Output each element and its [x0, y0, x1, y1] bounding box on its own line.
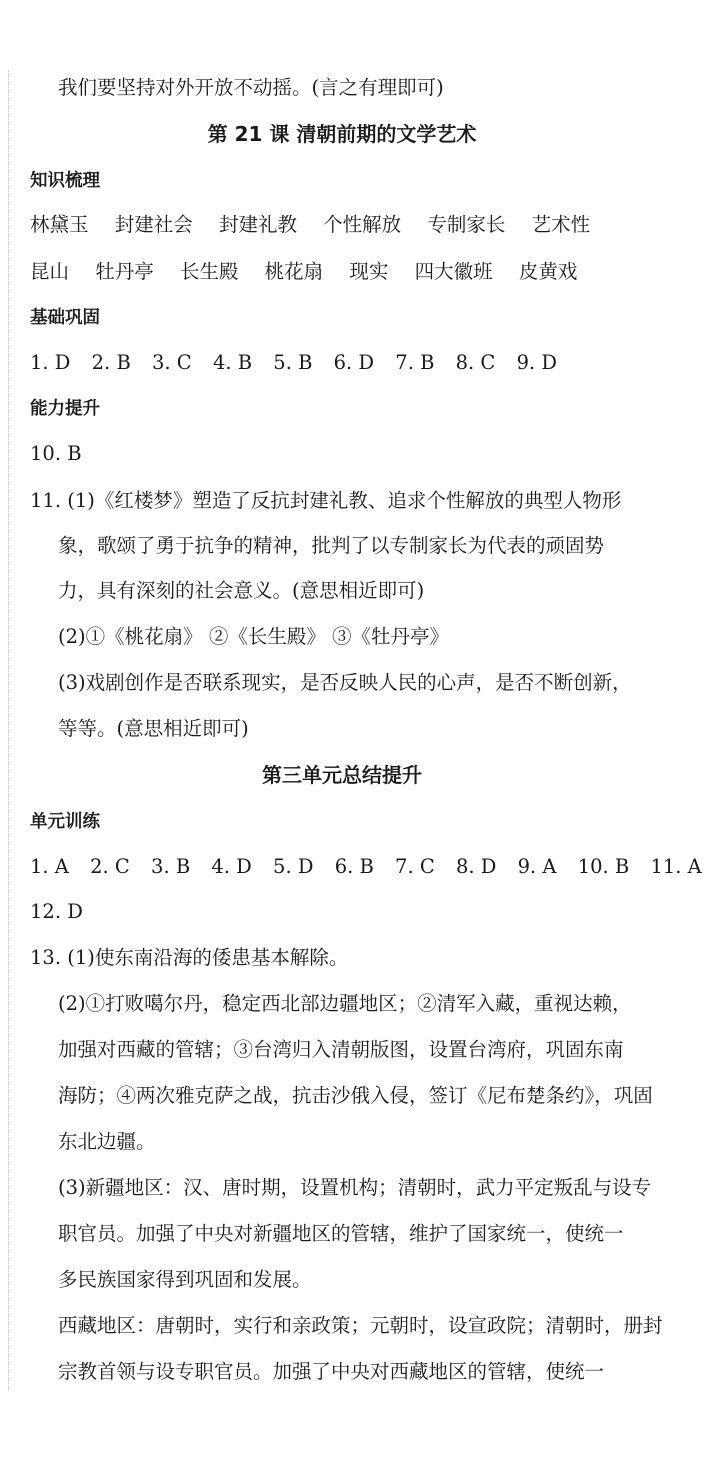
- answer: 5. D: [273, 855, 314, 878]
- answer: 10. B: [577, 855, 630, 878]
- answer-11-line: 11. (1)《红楼梦》塑造了反抗封建礼教、追求个性解放的典型人物形: [30, 489, 622, 512]
- term: 封建礼教: [218, 213, 297, 236]
- basic-answers-row: [30, 349, 664, 377]
- answer: 2. C: [90, 855, 130, 878]
- answer: 1. D: [30, 351, 71, 374]
- term: 皮黄戏: [518, 260, 578, 283]
- answer-13-line: (3)新疆地区：汉、唐时期，设置机构；清朝时，武力平定叛乱与设专: [58, 1176, 652, 1199]
- term: 现实: [349, 260, 389, 283]
- answer-13-line: (2)①打败噶尔丹，稳定西北部边疆地区；②清军入藏，重视达赖，: [58, 992, 632, 1015]
- answer: 1. A: [30, 855, 69, 878]
- answer: 4. B: [212, 351, 253, 374]
- term: 林黛玉: [30, 213, 89, 236]
- answer-13-line: 宗教首领与设专职官员。加强了中央对西藏地区的管辖，使统一: [58, 1360, 605, 1383]
- answer-11-line: (3)戏剧创作是否联系现实，是否反映人民的心声，是否不断创新，: [58, 671, 632, 694]
- answer: 3. C: [152, 351, 192, 374]
- term: 昆山: [30, 260, 70, 283]
- section-heading-basic: 基础巩固: [30, 308, 100, 328]
- answer: 6. B: [334, 855, 374, 878]
- answer: 7. C: [395, 855, 435, 878]
- answer: 6. D: [333, 351, 375, 374]
- answer-13-line: 西藏地区：唐朝时，实行和亲政策；元朝时，设宣政院；清朝时，册封: [58, 1314, 663, 1337]
- answer-11-line: 等等。(意思相近即可): [58, 717, 249, 740]
- answer-10: 10. B: [30, 442, 82, 465]
- answer: 5. B: [273, 351, 313, 374]
- answer: 8. C: [455, 351, 496, 374]
- answer: 9. A: [517, 855, 557, 878]
- answer-13-line: 13. (1)使东南沿海的倭患基本解除。: [30, 946, 349, 969]
- term: 牡丹亭: [95, 260, 154, 283]
- answer-13-line: 东北边疆。: [58, 1130, 156, 1153]
- term: 个性解放: [323, 213, 402, 236]
- answer: 11. A: [650, 855, 702, 878]
- unit-answers-row: [30, 853, 702, 881]
- knowledge-row-2: [30, 258, 664, 286]
- answer: 4. D: [211, 855, 252, 878]
- term: 封建社会: [114, 213, 193, 236]
- unit-title: 第三单元总结提升: [262, 763, 422, 787]
- answer-11-line: (2)①《桃花扇》 ②《长生殿》 ③《牡丹亭》: [58, 625, 450, 648]
- answer: 9. D: [516, 351, 558, 374]
- section-heading-knowledge: 知识梳理: [30, 171, 100, 191]
- knowledge-row-1: [30, 211, 664, 239]
- answer: 2. B: [91, 351, 131, 374]
- answer-13-line: 职官员。加强了中央对新疆地区的管辖，维护了国家统一，使统一: [58, 1222, 624, 1245]
- section-heading-unit: 单元训练: [30, 812, 100, 832]
- term: 桃花扇: [264, 260, 324, 283]
- term: 四大徽班: [414, 260, 493, 283]
- term: 艺术性: [531, 213, 591, 236]
- answer: 7. B: [395, 351, 435, 374]
- answer-13-line: 多民族国家得到巩固和发展。: [58, 1268, 312, 1291]
- answer-13-line: 加强对西藏的管辖；③台湾归入清朝版图，设置台湾府，巩固东南: [58, 1038, 624, 1061]
- answer-13-line: 海防；④两次雅克萨之战，抗击沙俄入侵，签订《尼布楚条约》，巩固: [58, 1084, 653, 1107]
- answer-11-line: 象，歌颂了勇于抗争的精神，批判了以专制家长为代表的顽固势: [58, 534, 605, 557]
- answer-11-line: 力，具有深刻的社会意义。(意思相近即可): [58, 579, 425, 602]
- term: 长生殿: [179, 260, 239, 283]
- margin-dotted-line: [8, 70, 9, 1390]
- answer: 3. B: [151, 855, 191, 878]
- section-heading-ability: 能力提升: [30, 399, 100, 419]
- lesson-title: 第 21 课 清朝前期的文学艺术: [207, 122, 477, 146]
- answer-12: 12. D: [30, 900, 83, 923]
- text-line: 我们要坚持对外开放不动摇。(言之有理即可): [58, 76, 444, 99]
- answer: 8. D: [455, 855, 497, 878]
- term: 专制家长: [427, 213, 506, 236]
